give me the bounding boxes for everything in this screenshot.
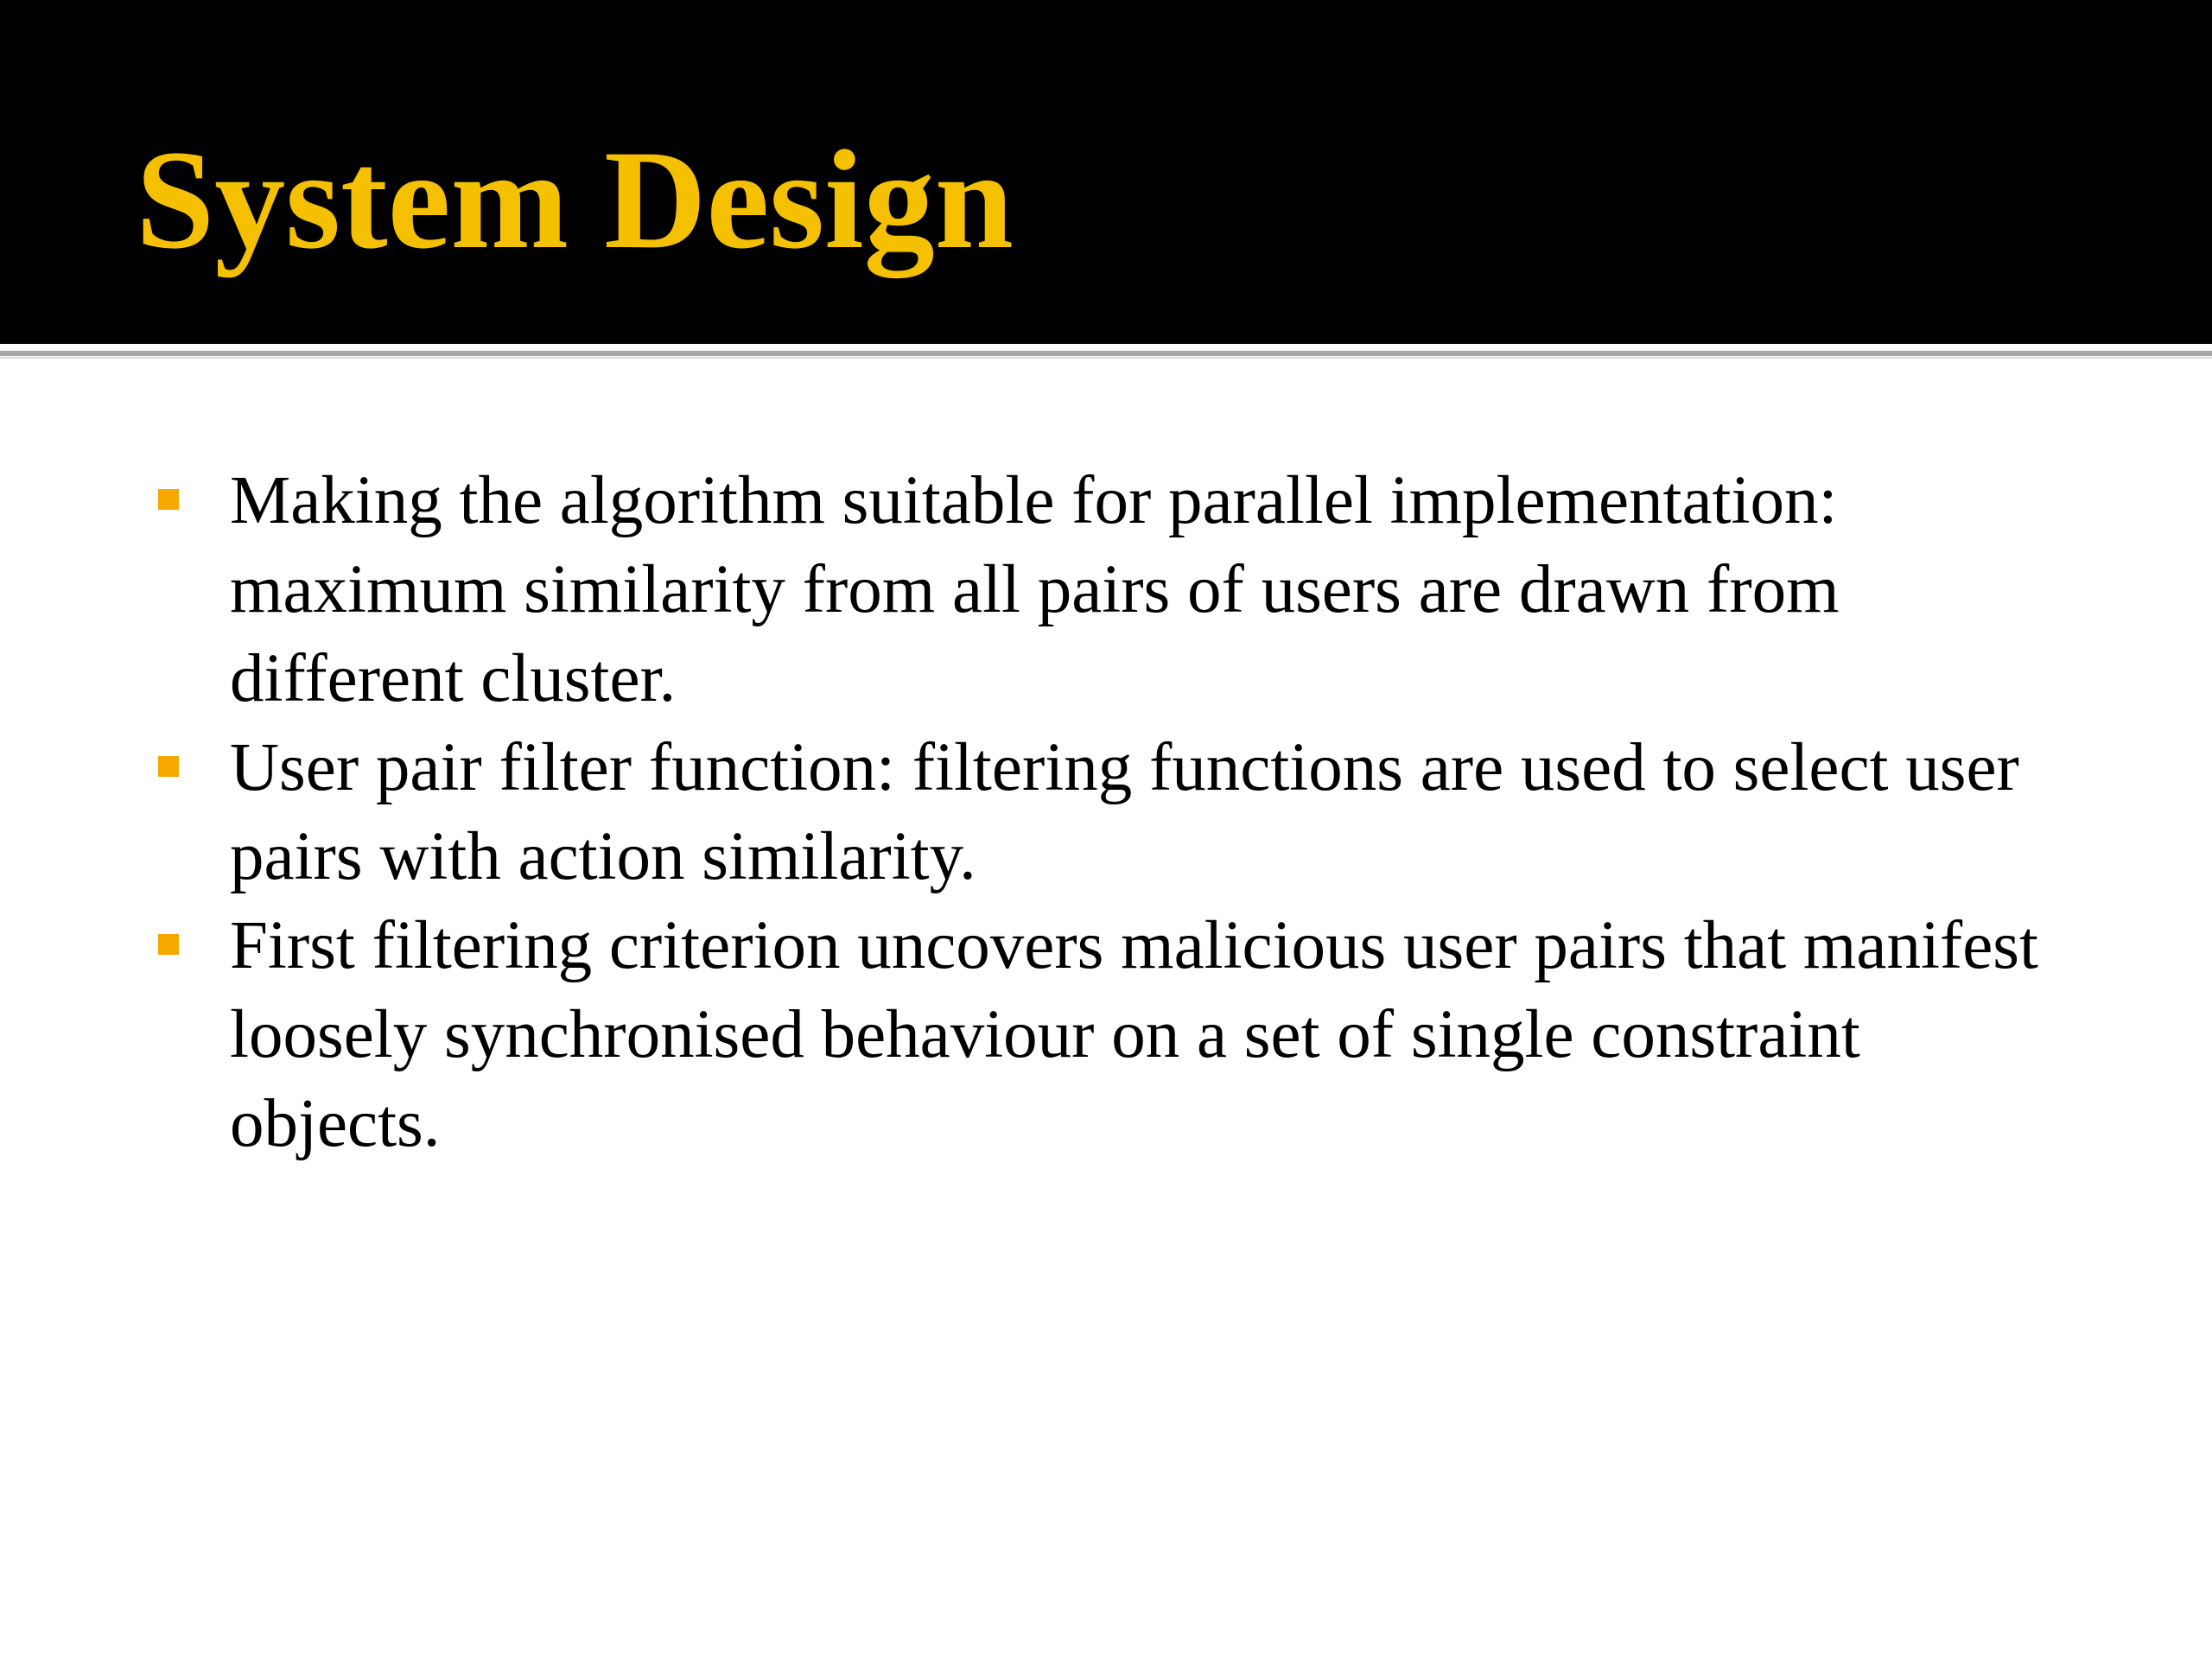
bullet-item xyxy=(0,456,2079,723)
square-bullet-icon xyxy=(158,756,179,777)
title-divider xyxy=(0,351,2212,356)
bullet-item xyxy=(0,901,2079,1168)
title-divider-shadow xyxy=(0,357,2212,359)
bullet-item xyxy=(0,723,2079,901)
title-bar xyxy=(0,0,2212,344)
bullet-text: User pair filter function: filtering functions are used to select user pairs with action similarity. xyxy=(230,730,2019,894)
square-bullet-icon xyxy=(158,489,179,510)
bullet-list xyxy=(0,456,2212,1168)
square-bullet-icon xyxy=(158,934,179,955)
bullet-text: Making the algorithm suitable for parallel implementation: maximum similarity from all pairs of users are drawn from different cluster. xyxy=(230,463,1840,716)
bullet-text: First filtering criterion uncovers malicious user pairs that manifest loosely synchronised behaviour on a set of single constraint objects. xyxy=(230,908,2038,1161)
slide-title: System Design xyxy=(136,122,1014,278)
